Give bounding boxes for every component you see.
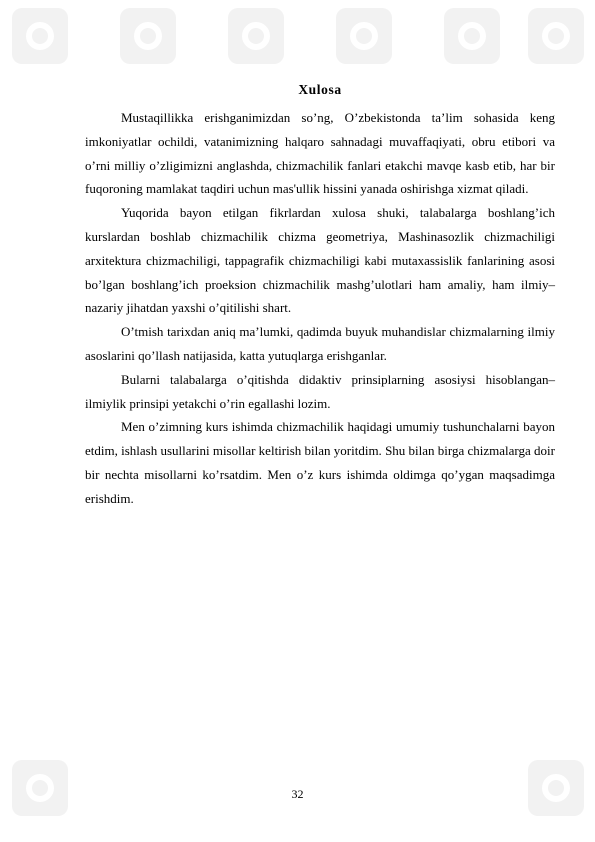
watermark-logo-icon [120, 8, 176, 64]
document-title: Xulosa [298, 82, 342, 97]
watermark-logo-icon [444, 8, 500, 64]
page-number: 32 [291, 787, 304, 801]
paragraph-1: Mustaqillikka erishganimizdan so’ng, O’zbekistonda ta’lim sohasida keng imkoniyatlar ochildi, vatanimizning halqaro sahnadagi muvaffaqiyati, obru etibori va o’rni milliy o’zligimizni anglashda, chizmachilik fanlari etakchi mavqe kasb etib, har bir fuqoroning mamlakat taqdiri uchun mas'ullik hissini yanada oshirishga xizmat qiladi. [85, 110, 555, 197]
paragraph-4: Bularni talabalarga o’qitishda didaktiv prinsiplarning asosiysi hisoblangan–ilmiylik prinsipi yetakchi o’rin egallashi lozim. [85, 371, 555, 411]
paragraph-2: Yuqorida bayon etilgan fikrlardan xulosa shuki, talabalarga boshlang’ich kurslardan boshlab chizmachilik chizma geometriya, Mashinasozlik chizmachiligi arxitektura chizmachiligi, tappagrafik chizmachiligi kabi mutaxassislik fanlarining asosi bo’lgan boshlang’ich proeksion chizmachilik mashg’ulotlari ham amaliy, ham ilmiy–nazariy jihatdan yaxshi o’qitilishi shart. [85, 205, 555, 316]
watermark-logo-icon [228, 8, 284, 64]
watermark-logo-icon [336, 8, 392, 64]
document-body [85, 80, 555, 511]
watermark-logo-icon [12, 8, 68, 64]
paragraph-3: O’tmish tarixdan aniq ma’lumki, qadimda buyuk muhandislar chizmalarning ilmiy asoslarini qo’llash natijasida, katta yutuqlarga erishganlar. [85, 324, 555, 363]
paragraph-5: Men o’zimning kurs ishimda chizmachilik haqidagi umumiy tushunchalarni bayon etdim, ishlash usullarini misollar keltirish bilan yoritdim. Shu bilan birga chizmalarga doir bir nechta misollarni ko’rsatdim. Men o’z kurs ishimda oldimga qo’ygan maqsadimga erishdim. [85, 419, 555, 506]
watermark-logo-icon [528, 8, 584, 64]
